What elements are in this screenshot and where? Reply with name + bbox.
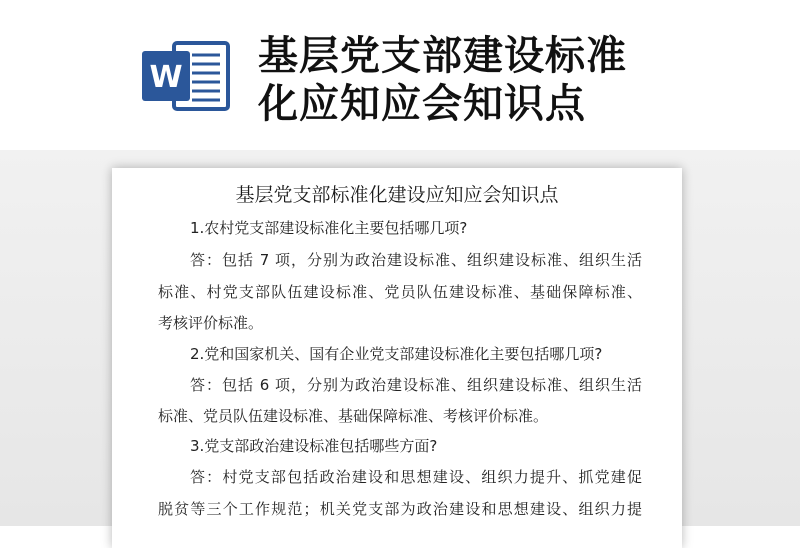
answer-line: 答：包括 6 项，分别为政治建设标准、组织建设标准、组织生活 [190,376,642,394]
cover-title [258,32,778,128]
question-line: 2.党和国家机关、国有企业党支部建设标准化主要包括哪几项? [190,345,603,363]
answer-line: 答：包括 7 项，分别为政治建设标准、组织建设标准、组织生活 [190,251,642,269]
cover-title-line: 化应知应会知识点 [258,81,586,127]
document-title: 基层党支部标准化建设应知应会知识点 [235,184,559,206]
answer-line: 脱贫等三个工作规范；机关党支部为政治建设和思想建设、组织力提 [158,500,642,518]
document-page[interactable] [112,168,682,548]
logo-letter: W [149,60,183,95]
cover-header [0,0,800,160]
answer-line: 标准、村党支部队伍建设标准、党员队伍建设标准、基础保障标准、 [158,283,642,301]
answer-line: 考核评价标准。 [158,314,264,332]
question-line: 3.党支部政治建设标准包括哪些方面? [190,437,438,455]
answer-line: 标准、党员队伍建设标准、基础保障标准、考核评价标准。 [158,407,549,425]
cover-title-line: 基层党支部建设标准 [258,33,627,79]
question-line: 1.农村党支部建设标准化主要包括哪几项? [190,219,468,237]
word-document-icon [140,35,230,115]
answer-line: 答：村党支部包括政治建设和思想建设、组织力提升、抓党建促 [190,468,642,486]
